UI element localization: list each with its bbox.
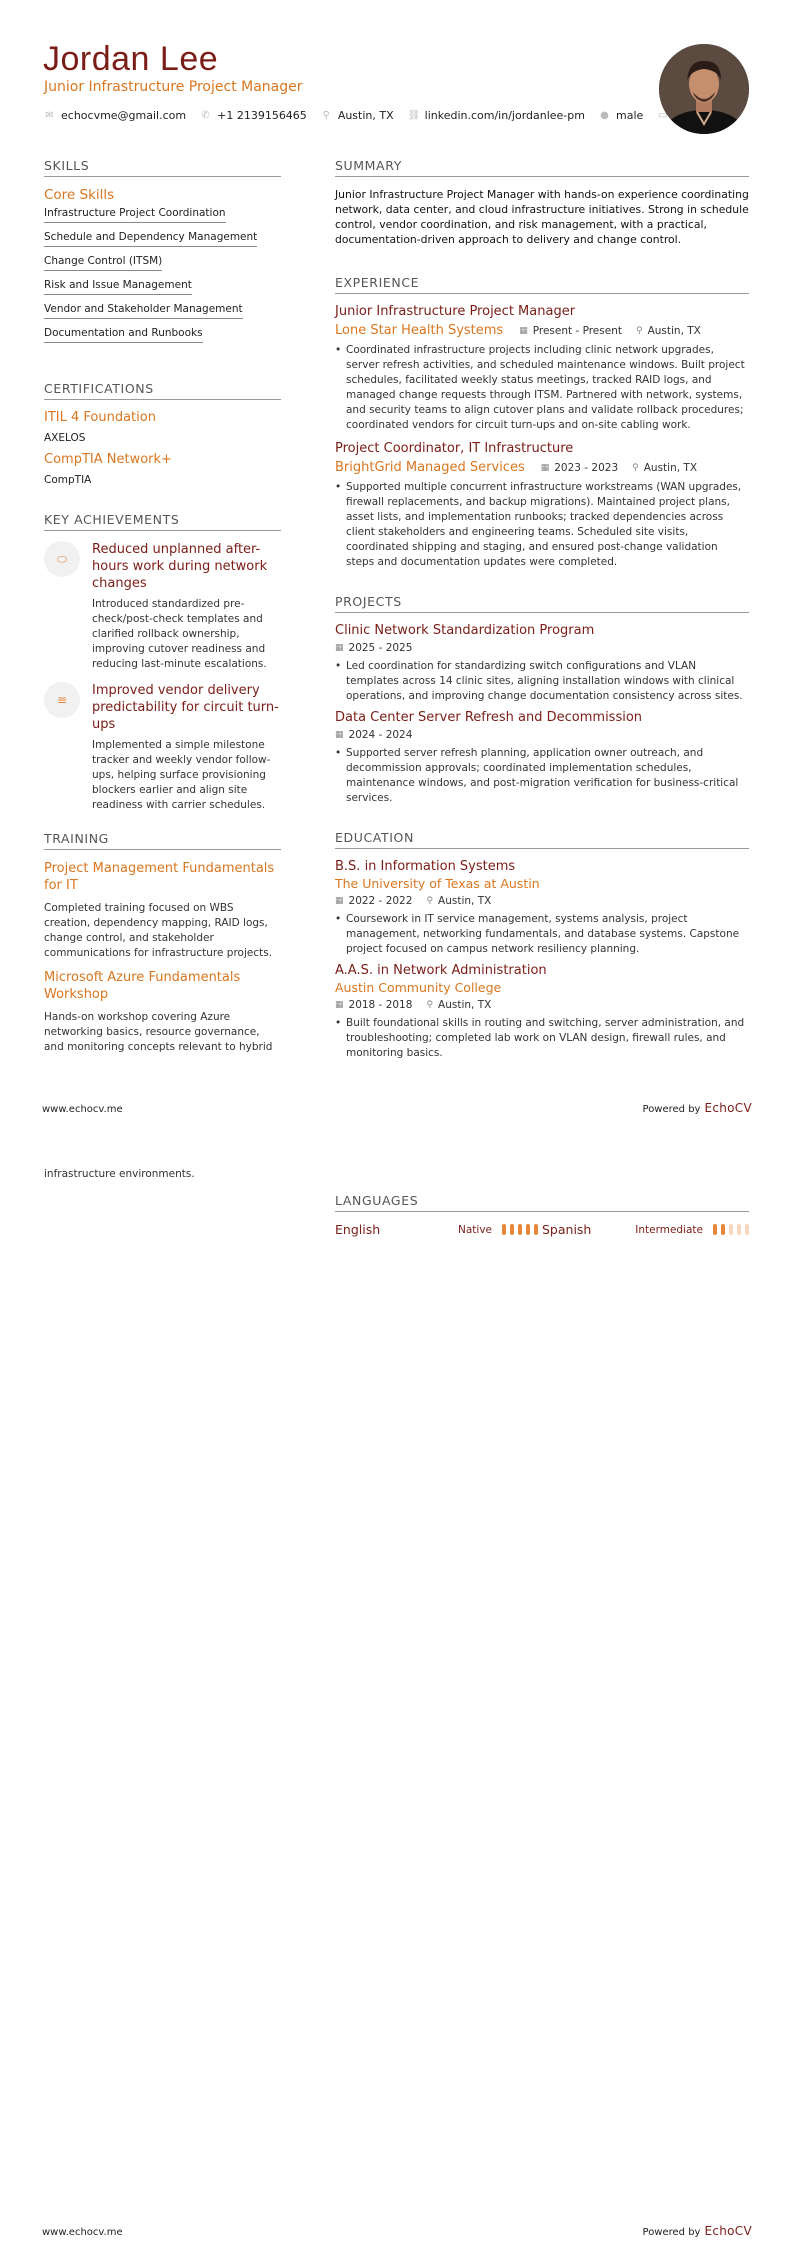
footer-powered: Powered by EchoCV — [642, 2224, 752, 2238]
location-icon: ⚲ — [632, 462, 639, 473]
skill-item: Infrastructure Project Coordination — [44, 207, 226, 223]
candidate-role: Junior Infrastructure Project Manager — [44, 79, 303, 95]
email-icon: ✉ — [45, 110, 54, 121]
training-desc: Hands-on workshop covering Azure networking basics, resource governance, and monitoring concepts relevant to hybrid — [44, 1011, 273, 1053]
contact-bar — [44, 109, 702, 122]
job-dates: Present - Present — [532, 324, 622, 337]
skill-item: Risk and Issue Management — [44, 279, 192, 295]
contact-gender: ● male — [600, 109, 644, 122]
experience-item — [335, 304, 749, 433]
section-title-training: TRAINING — [44, 831, 281, 850]
language-name: English — [335, 1222, 381, 1237]
section-title-projects: PROJECTS — [335, 594, 749, 613]
project-dates: 2025 - 2025 — [348, 642, 413, 654]
section-title-experience: EXPERIENCE — [335, 275, 749, 294]
project-item — [335, 623, 749, 704]
language-name: Spanish — [542, 1222, 592, 1237]
language-item — [335, 1222, 542, 1237]
section-title-achievements: KEY ACHIEVEMENTS — [44, 512, 281, 531]
footer-site-link[interactable]: www.echocv.me — [42, 1104, 123, 1115]
candidate-name: Jordan Lee — [43, 40, 219, 78]
location-icon: ⚲ — [426, 1000, 434, 1010]
summary-text: Junior Infrastructure Project Manager with hands-on experience coordinating network, data center, and cloud infrastructure initiatives. Strong in schedule control, vendor coordination, and risk management, with a practical, documentation-driven approach to delivery and change control. — [335, 188, 749, 246]
language-rating — [502, 1224, 542, 1235]
left-column — [44, 158, 281, 1063]
right-column-continued — [335, 1193, 749, 1237]
experience-item — [335, 441, 749, 570]
education-bullet: • Built foundational skills in routing and switching, server administration, and troubleshooting; completed lab work on VLAN design, firewall rules, and monitoring basics. — [335, 1016, 749, 1061]
resume-page-2 — [0, 1123, 794, 2246]
education-location: Austin, TX — [438, 999, 492, 1011]
job-bullet: • Coordinated infrastructure projects including clinic network upgrades, server refresh activities, and scheduled maintenance windows. Built project schedules, facilitated weekly status meetings, tracked RAID logs, and managed change requests through ITSM. Partnered with network, systems, and security teams to align cutover plans and validate rollback procedures; coordinated vendors for circuit turn-ups and on-site cabling work. — [335, 343, 749, 433]
calendar-icon: ▦ — [519, 325, 528, 336]
job-dates: 2023 - 2023 — [554, 461, 619, 474]
location-icon: ⚲ — [635, 325, 643, 336]
cert-name: CompTIA Network+ — [44, 452, 172, 467]
brand-logo: EchoCV — [704, 1101, 752, 1115]
languages-row — [335, 1222, 749, 1237]
project-title: Data Center Server Refresh and Decommission — [335, 710, 643, 725]
school: The University of Texas at Austin — [335, 876, 540, 891]
company-name: Lone Star Health Systems — [335, 323, 504, 338]
cert-issuer: CompTIA — [44, 474, 92, 486]
company-name: BrightGrid Managed Services — [335, 460, 525, 475]
achievement-item — [44, 541, 281, 672]
project-dates: 2024 - 2024 — [348, 729, 413, 741]
section-title-education: EDUCATION — [335, 830, 749, 849]
degree: B.S. in Information Systems — [335, 859, 516, 874]
project-bullet: • Led coordination for standardizing switch configurations and VLAN templates across 14 clinic sites, aligning installation windows with clinical operations, and improving change documentation consistency across sites. — [335, 659, 749, 704]
section-title-certifications: CERTIFICATIONS — [44, 381, 281, 400]
contact-location: ⚲ Austin, TX — [322, 109, 394, 122]
education-bullet: • Coursework in IT service management, systems analysis, project management, networking fundamentals, and database systems. Capstone project focused on campus network resiliency planning. — [335, 912, 749, 957]
job-location: Austin, TX — [643, 461, 698, 474]
job-location: Austin, TX — [647, 324, 701, 337]
footer-site-link[interactable]: www.echocv.me — [42, 2227, 123, 2238]
location-icon: ⚲ — [322, 110, 330, 121]
training-title: Project Management Fundamentals for IT — [44, 861, 275, 893]
calendar-icon: ▦ — [335, 730, 344, 740]
left-column-continued — [44, 1167, 281, 1190]
language-level: Intermediate — [635, 1223, 703, 1236]
phone-icon: ✆ — [201, 110, 210, 121]
education-dates: 2022 - 2022 — [348, 895, 413, 907]
job-bullet: • Supported multiple concurrent infrastructure workstreams (WAN upgrades, firewall replacements, and backup migrations). Maintained project plans, asset lists, and implementation runbooks; tracked dependencies across client stakeholders and engineering teams. Scheduled site visits, coordinated shipping and staging, and ensured post-change validation steps and documentation updates were completed. — [335, 480, 749, 570]
skills-group-title: Core Skills — [44, 187, 115, 203]
skill-item: Change Control (ITSM) — [44, 255, 162, 271]
achievement-desc: Implemented a simple milestone tracker and weekly vendor follow-ups, helping surface provisioning blockers earlier and align site readiness with carrier schedules. — [92, 739, 271, 811]
skill-item: Schedule and Dependency Management — [44, 231, 257, 247]
language-item — [542, 1222, 749, 1237]
language-level: Native — [458, 1223, 492, 1236]
project-item — [335, 710, 749, 806]
contact-phone[interactable]: ✆ +1 2139156465 — [201, 109, 307, 122]
avatar — [659, 44, 749, 134]
skill-item: Documentation and Runbooks — [44, 327, 203, 343]
link-icon: ⛓ — [407, 110, 421, 121]
training-title: Microsoft Azure Fundamentals Workshop — [44, 970, 241, 1002]
education-location: Austin, TX — [438, 895, 492, 907]
contact-email[interactable]: ✉ echocvme@gmail.com — [45, 109, 187, 122]
education-item — [335, 859, 749, 957]
achievement-title: Improved vendor delivery predictability for circuit turn-ups — [92, 683, 279, 732]
footer-powered: Powered by EchoCV — [642, 1101, 752, 1115]
skills-list — [44, 207, 281, 351]
section-title-skills: SKILLS — [44, 158, 281, 177]
school: Austin Community College — [335, 980, 502, 995]
list-icon: ≡ — [44, 682, 80, 718]
location-icon: ⚲ — [426, 896, 434, 906]
calendar-icon: ▦ — [335, 1000, 344, 1010]
calendar-icon: ▦ — [335, 643, 344, 653]
cert-name: ITIL 4 Foundation — [44, 410, 156, 425]
project-bullet: • Supported server refresh planning, application owner outreach, and decommission approvals; coordinated implementation schedules, maintenance windows, and post-migration verification for business-critical services. — [335, 746, 749, 806]
achievement-title: Reduced unplanned after-hours work during network changes — [92, 542, 268, 591]
section-title-summary: SUMMARY — [335, 158, 749, 177]
achievement-desc: Introduced standardized pre-check/post-check templates and clarified rollback ownership, improving cutover readiness and reducing last-minute escalations. — [92, 598, 267, 670]
training-desc: Completed training focused on WBS creation, dependency mapping, RAID logs, change control, and stakeholder communications for infrastructure projects. — [44, 902, 273, 959]
pill-icon: ⬭ — [44, 541, 80, 577]
section-title-languages: LANGUAGES — [335, 1193, 749, 1212]
language-rating — [713, 1224, 749, 1235]
calendar-icon: ▭ — [658, 110, 668, 121]
job-title: Junior Infrastructure Project Manager — [335, 304, 576, 319]
degree: A.A.S. in Network Administration — [335, 963, 547, 978]
project-title: Clinic Network Standardization Program — [335, 623, 595, 638]
contact-linkedin[interactable]: ⛓ linkedin.com/in/jordanlee-pm — [407, 109, 585, 122]
job-title: Project Coordinator, IT Infrastructure — [335, 441, 574, 456]
cert-issuer: AXELOS — [44, 432, 86, 444]
education-item — [335, 963, 749, 1061]
person-icon: ● — [600, 110, 609, 121]
training-desc-continued: infrastructure environments. — [44, 1168, 195, 1180]
calendar-icon: ▦ — [335, 896, 344, 906]
education-dates: 2018 - 2018 — [348, 999, 413, 1011]
calendar-icon: ▦ — [540, 462, 550, 473]
right-column — [335, 158, 749, 1061]
achievement-item — [44, 682, 281, 813]
brand-logo: EchoCV — [704, 2224, 752, 2238]
skill-item: Vendor and Stakeholder Management — [44, 303, 243, 319]
